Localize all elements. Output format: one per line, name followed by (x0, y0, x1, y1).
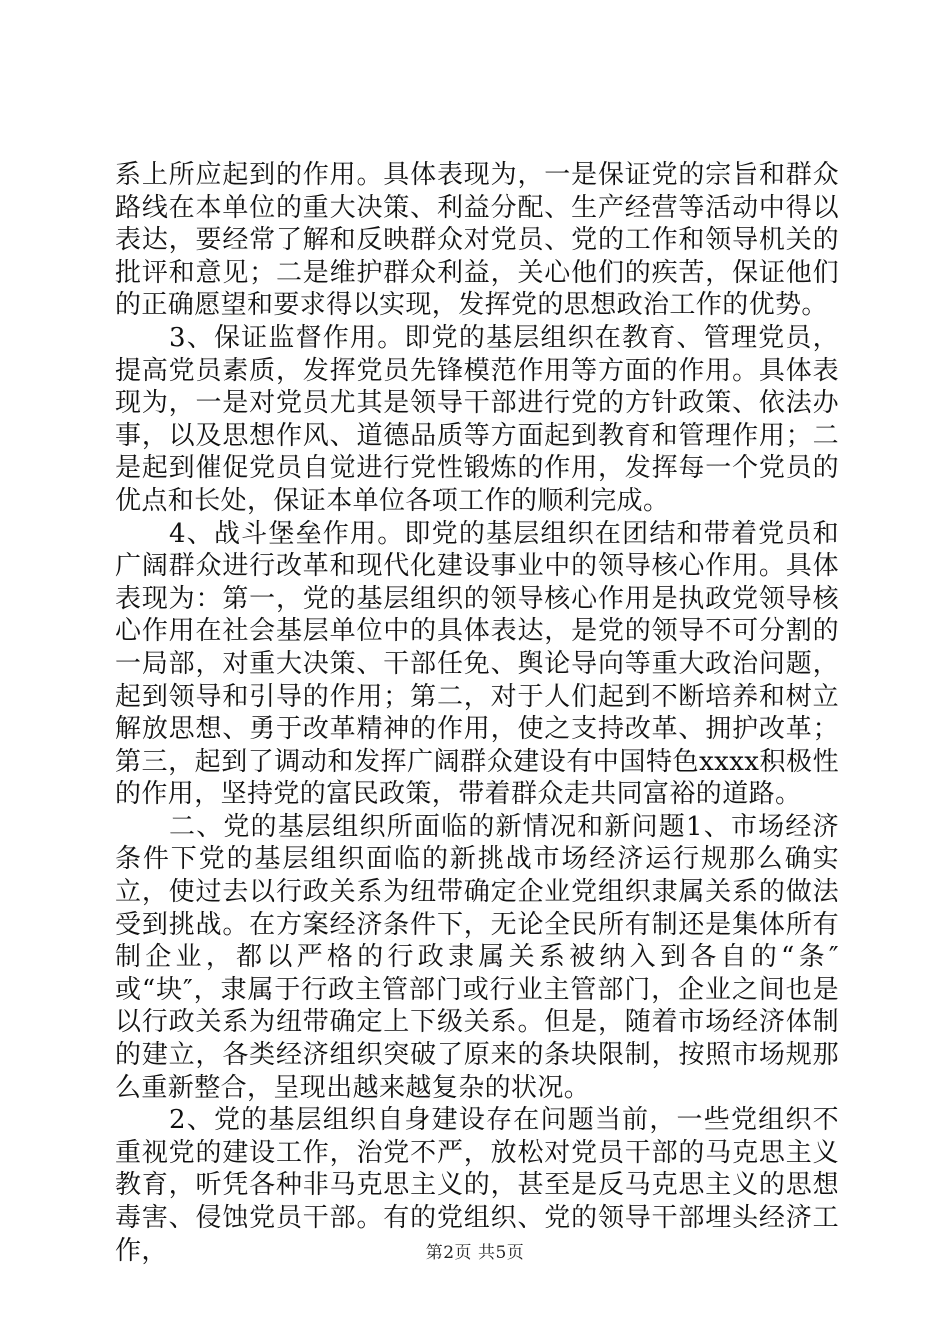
paragraph-1: 系上所应起到的作用。具体表现为，一是保证党的宗旨和群众路线在本单位的重大决策、利益分配、生产经营等活动中得以表达，要经常了解和反映群众对党员、党的工作和领导机关的批评和意见；二是维护群众利益，关心他们的疾苦，保证他们的正确愿望和要求得以实现，发挥党的思想政治工作的优势。 (115, 160, 839, 321)
document-body (115, 159, 839, 1267)
paragraph-4: 二、党的基层组织所面临的新情况和新问题1、市场经济条件下党的基层组织面临的新挑战市场经济运行规那么确实立，使过去以行政关系为纽带确定企业党组织隶属关系的做法受到挑战。在方案经济条件下，无论全民所有制还是集体所有制企业，都以严格的行政隶属关系被纳入到各自的“条″或“块″，隶属于行政主管部门或行业主管部门，企业之间也是以行政关系为纽带确定上下级关系。但是，随着市场经济体制的建立，各类经济组织突破了原来的条块限制，按照市场规那么重新整合，呈现出越来越复杂的状况。 (115, 811, 839, 1103)
paragraph-5: 2、党的基层组织自身建设存在问题当前，一些党组织不重视党的建设工作，治党不严，放松对党员干部的马克思主义教育，听凭各种非马克思主义的，甚至是反马克思主义的思想毒害、侵蚀党员干部。有的党组织、党的领导干部埋头经济工作， (115, 1105, 839, 1266)
paragraph-3: 4、战斗堡垒作用。即党的基层组织在团结和带着党员和广阔群众进行改革和现代化建设事业中的领导核心作用。具体表现为：第一，党的基层组织的领导核心作用是执政党领导核心作用在社会基层单位中的具体表达，是党的领导不可分割的一局部，对重大决策、干部任免、舆论导向等重大政治问题，起到领导和引导的作用；第二，对于人们起到不断培养和树立解放思想、勇于改革精神的作用，使之支持改革、拥护改革；第三，起到了调动和发挥广阔群众建设有中国特色xxxx积极性的作用，坚持党的富民政策，带着群众走共同富裕的道路。 (115, 518, 839, 810)
page-footer: 第2页 共5页 (425, 1243, 525, 1263)
paragraph-2: 3、保证监督作用。即党的基层组织在教育、管理党员，提高党员素质，发挥党员先锋模范作用等方面的作用。具体表现为，一是对党员尤其是领导干部进行党的方针政策、依法办事，以及思想作风、道德品质等方面起到教育和管理作用；二是起到催促党员自觉进行党性锻炼的作用，发挥每一个党员的优点和长处，保证本单位各项工作的顺利完成。 (115, 322, 839, 516)
